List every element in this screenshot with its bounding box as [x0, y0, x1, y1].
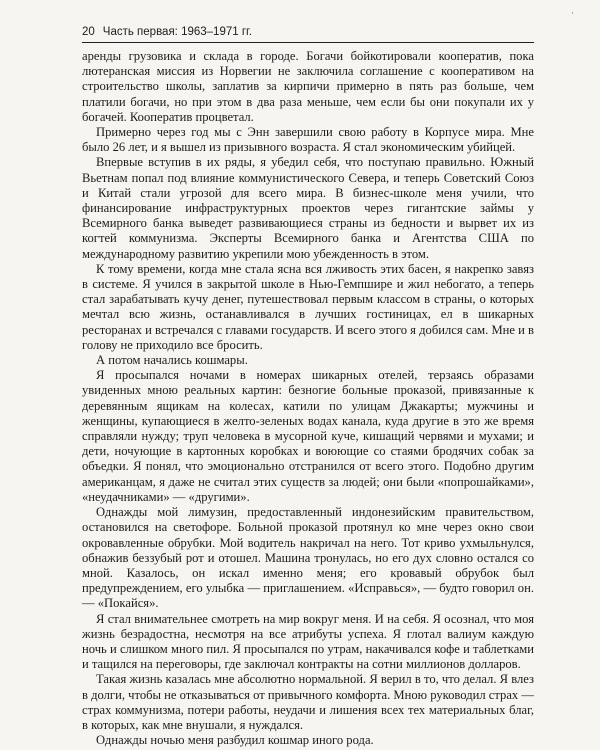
paragraph: Впервые вступив в их ряды, я убедил себя, что поступаю правильно. Южный Вьетнам попал под влияние коммунистического Севера, и теперь Советский Союз и Китай стали угрозой для всего мира. В бизнес-школе меня учили, что финансирование инфраструктурных проектов через гигантские займы у Всемирного банка выведет развивающиеся страны из бедности и вырвет их из когтей коммунизма. Эксперты Всемирного банка и Агентства США по международному развитию укрепили мою убежденность в этом. — [82, 155, 534, 261]
paragraph: Такая жизнь казалась мне абсолютно нормальной. Я верил в то, что делал. Я влез в долги, чтобы не отказываться от привычного комфорта. Мною руководил страх — страх коммунизма, потери работы, неудачи и лишения всех тех материальных благ, в которых, как мне внушали, я нуждался. — [82, 672, 534, 732]
paragraph: К тому времени, когда мне стала ясна вся лживость этих басен, я накрепко завяз в системе. Я учился в закрытой школе в Нью-Гемпшире и жил небогато, а теперь стал зарабатывать кучу денег, путешествовал первым классом в страны, о которых мечтал всю жизнь, останавливался в лучших гостиницах, ел в шикарных ресторанах и встречался с главами государств. И всего этого я добился сам. Мне и в голову не приходило все бросить. — [82, 261, 534, 352]
paragraph: Я просыпался ночами в номерах шикарных отелей, терзаясь образами увиденных мною реальных картин: безногие больные проказой, привязанные к деревянным ящикам на колесах, катили по улицам Джакарты; мужчины и женщины, купающиеся в желто-зеленых водах канала, куда другие в это же время справляли нужду; труп человека в мусорной куче, кишащий червями и мухами; и дети, ночующие в картонных коробках и воюющие со стаями бродячих собак за объедки. Я понял, что эмоционально отстранился от всего этого. Подобно другим американцам, я даже не считал этих существ за людей; они были «попрошайками», «неудачниками» — «другими». — [82, 368, 534, 504]
page-number: 20 — [82, 26, 95, 38]
paragraph: А потом начались кошмары. — [96, 353, 248, 368]
corner-mark: · — [571, 8, 574, 18]
body-text — [82, 49, 534, 748]
running-title: Часть первая: 1963–1971 гг. — [102, 26, 253, 38]
paragraph: аренды грузовика и склада в городе. Богачи бойкотировали кооператив, пока лютеранская миссия из Норвегии не заключила соглашение с кооперативом на строительство школы, заплатив за кирпичи примерно в пять раз больше, чем платили богачи, но при этом в два раза меньше, чем если бы они покупали их у богачей. Кооператив процветал. — [82, 49, 534, 124]
paragraph: Однажды ночью меня разбудил кошмар иного рода. — [96, 733, 374, 748]
running-head — [82, 26, 534, 43]
paragraph: Примерно через год мы с Энн завершили свою работу в Корпусе мира. Мне было 26 лет, и я вышел из призывного возраста. Я стал экономическим убийцей. — [82, 125, 534, 155]
paragraph: Я стал внимательнее смотреть на мир вокруг меня. И на себя. Я осознал, что моя жизнь безрадостна, несмотря на все атрибуты успеха. Я глотал валиум каждую ночь и слишком много пил. Я просыпался по утрам, накачивался кофе и таблетками и тащился на переговоры, где заключал контракты на сотни миллионов долларов. — [82, 611, 534, 672]
paragraph: Однажды мой лимузин, предоставленный индонезийским правительством, остановился на светофоре. Больной проказой протянул ко мне через окно свои окровавленные обрубки. Мой водитель накричал на него. Тот криво ухмыльнулся, обнажив беззубый рот и отошел. Машина тронулась, но его дух словно остался со мной. Казалось, он искал именно меня; его кровавый обрубок был предупреждением, его улыбка — приглашением. «Исправься», — будто говорил он. — «Покайся». — [82, 505, 534, 611]
